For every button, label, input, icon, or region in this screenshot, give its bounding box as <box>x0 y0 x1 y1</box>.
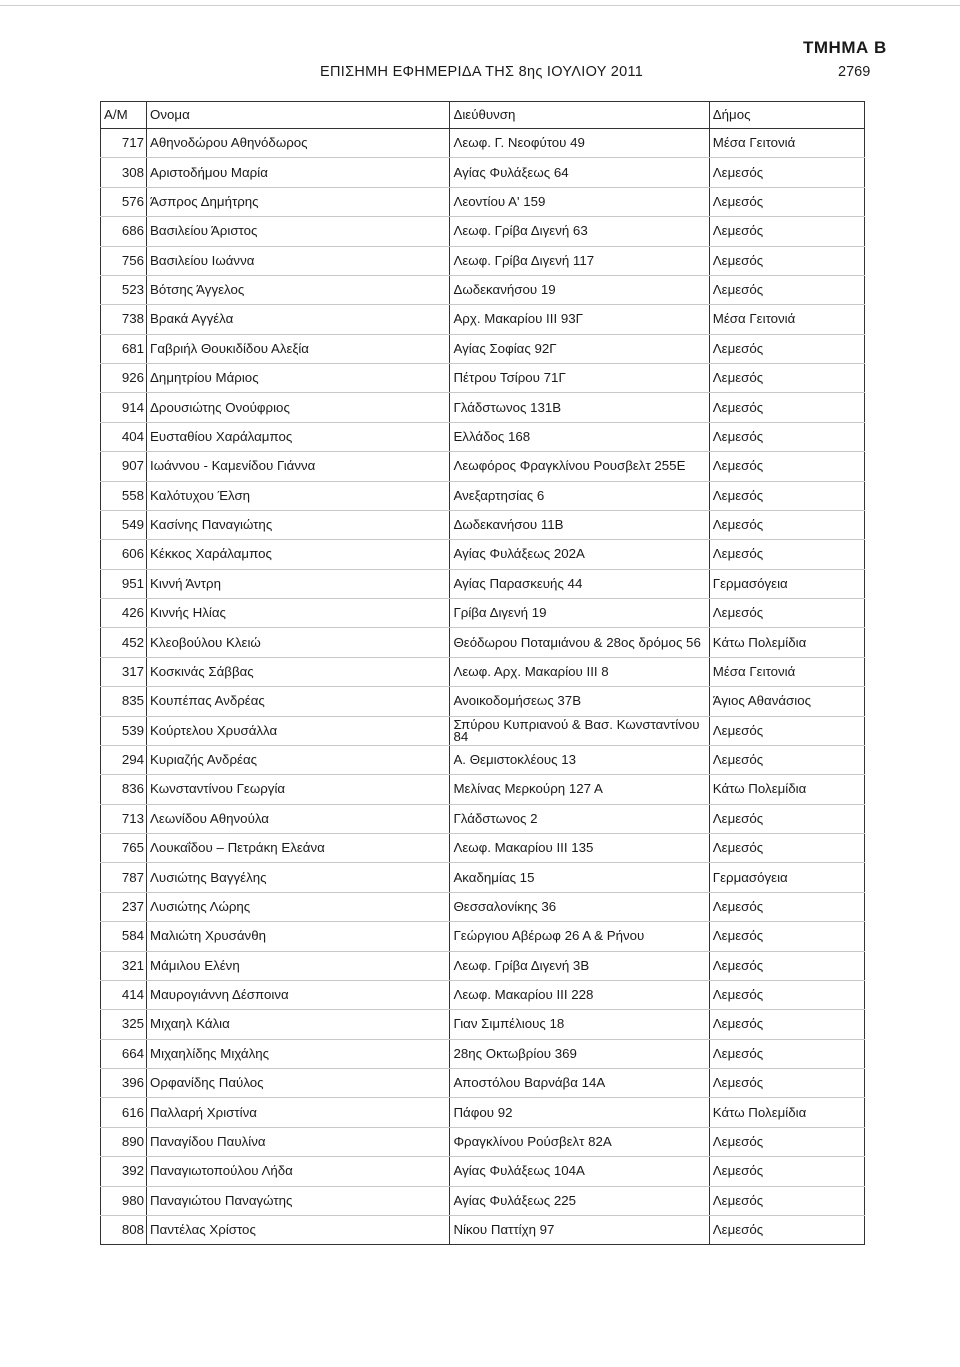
cell-address: Λεωφ. Γρίβα Διγενή 117 <box>450 246 709 275</box>
cell-id: 606 <box>101 540 147 569</box>
table-row <box>101 1098 865 1127</box>
table-row <box>101 657 865 686</box>
table-row <box>101 510 865 539</box>
cell-address: Αποστόλου Βαρνάβα 14Α <box>450 1069 709 1098</box>
cell-address: Γλάδστωνος 2 <box>450 804 709 833</box>
cell-id: 681 <box>101 334 147 363</box>
cell-municipality: Λεμεσός <box>709 1186 864 1215</box>
cell-address: Α. Θεμιστοκλέους 13 <box>450 745 709 774</box>
cell-municipality: Λεμεσός <box>709 422 864 451</box>
cell-municipality: Λεμεσός <box>709 217 864 246</box>
cell-name: Δρουσιώτης Ονούφριος <box>147 393 450 422</box>
top-rule <box>0 5 960 6</box>
cell-name: Κουπέπας Ανδρέας <box>147 687 450 716</box>
cell-id: 576 <box>101 187 147 216</box>
table-row <box>101 980 865 1009</box>
table-row <box>101 1127 865 1156</box>
cell-name: Παναγίδου Παυλίνα <box>147 1127 450 1156</box>
cell-id: 907 <box>101 452 147 481</box>
cell-name: Κωνσταντίνου Γεωργία <box>147 775 450 804</box>
cell-name: Μαυρογιάννη Δέσποινα <box>147 980 450 1009</box>
cell-name: Λουκαΐδου – Πετράκη Ελεάνα <box>147 834 450 863</box>
cell-address: Ανεξαρτησίας 6 <box>450 481 709 510</box>
table-row <box>101 452 865 481</box>
cell-name: Βρακά Αγγέλα <box>147 305 450 334</box>
table-row <box>101 1215 865 1244</box>
cell-address: Μελίνας Μερκούρη 127 Α <box>450 775 709 804</box>
table-row <box>101 1186 865 1215</box>
table-row <box>101 1039 865 1068</box>
cell-name: Λυσιώτης Βαγγέλης <box>147 863 450 892</box>
col-header-address: Διεύθυνση <box>450 102 709 129</box>
table-row <box>101 922 865 951</box>
table-row <box>101 129 865 158</box>
table-row <box>101 334 865 363</box>
cell-id: 664 <box>101 1039 147 1068</box>
cell-id: 414 <box>101 980 147 1009</box>
page-number: 2769 <box>838 64 871 80</box>
cell-address: Λεωφ. Γρίβα Διγενή 63 <box>450 217 709 246</box>
section-label: ΤΜΗΜΑ Β <box>803 38 887 57</box>
cell-municipality: Λεμεσός <box>709 922 864 951</box>
records-table <box>100 101 865 1245</box>
cell-name: Βασιλείου Άριστος <box>147 217 450 246</box>
table-row <box>101 275 865 304</box>
table-row <box>101 246 865 275</box>
cell-id: 713 <box>101 804 147 833</box>
cell-address: Λεωφόρος Φραγκλίνου Ρουσβελτ 255Ε <box>450 452 709 481</box>
cell-municipality: Λεμεσός <box>709 187 864 216</box>
cell-address: Γλάδστωνος 131Β <box>450 393 709 422</box>
gazette-title: ΕΠΙΣΗΜΗ ΕΦΗΜΕΡΙΔΑ ΤΗΣ 8ης ΙΟΥΛΙΟΥ 2011 <box>320 64 644 80</box>
cell-id: 317 <box>101 657 147 686</box>
cell-id: 584 <box>101 922 147 951</box>
cell-address: Νίκου Παττίχη 97 <box>450 1215 709 1244</box>
cell-id: 404 <box>101 422 147 451</box>
table-row <box>101 364 865 393</box>
table-row <box>101 1010 865 1039</box>
cell-name: Βασιλείου Ιωάννα <box>147 246 450 275</box>
cell-id: 558 <box>101 481 147 510</box>
cell-address: Αγίας Παρασκευής 44 <box>450 569 709 598</box>
cell-id: 890 <box>101 1127 147 1156</box>
cell-municipality: Λεμεσός <box>709 1010 864 1039</box>
cell-id: 717 <box>101 129 147 158</box>
cell-municipality: Λεμεσός <box>709 364 864 393</box>
cell-municipality: Λεμεσός <box>709 1039 864 1068</box>
table-row <box>101 951 865 980</box>
cell-name: Κιννής Ηλίας <box>147 599 450 628</box>
cell-municipality: Λεμεσός <box>709 745 864 774</box>
cell-id: 396 <box>101 1069 147 1098</box>
cell-name: Μάμιλου Ελένη <box>147 951 450 980</box>
cell-name: Αθηνοδώρου Αθηνόδωρος <box>147 129 450 158</box>
table-row <box>101 187 865 216</box>
table-row <box>101 628 865 657</box>
col-header-id: Α/Μ <box>101 102 147 129</box>
cell-address: Αγίας Σοφίας 92Γ <box>450 334 709 363</box>
cell-name: Λεωνίδου Αθηνούλα <box>147 804 450 833</box>
cell-address: Γεώργιου Αβέρωφ 26 Α & Ρήνου <box>450 922 709 951</box>
cell-id: 926 <box>101 364 147 393</box>
cell-address: Πάφου 92 <box>450 1098 709 1127</box>
cell-name: Άσπρος Δημήτρης <box>147 187 450 216</box>
cell-municipality: Λεμεσός <box>709 481 864 510</box>
cell-address: Λεωφ. Αρχ. Μακαρίου III 8 <box>450 657 709 686</box>
table-row <box>101 422 865 451</box>
cell-address: Αγίας Φυλάξεως 64 <box>450 158 709 187</box>
cell-id: 765 <box>101 834 147 863</box>
cell-name: Γαβριήλ Θουκιδίδου Αλεξία <box>147 334 450 363</box>
cell-municipality: Λεμεσός <box>709 510 864 539</box>
cell-municipality: Λεμεσός <box>709 599 864 628</box>
cell-name: Κλεοβούλου Κλειώ <box>147 628 450 657</box>
cell-municipality: Λεμεσός <box>709 1069 864 1098</box>
cell-name: Παντέλας Χρίστος <box>147 1215 450 1244</box>
cell-municipality: Γερμασόγεια <box>709 863 864 892</box>
table-header-row <box>101 102 865 129</box>
cell-address: Αρχ. Μακαρίου III 93Γ <box>450 305 709 334</box>
cell-id: 951 <box>101 569 147 598</box>
cell-id: 787 <box>101 863 147 892</box>
cell-address: Ακαδημίας 15 <box>450 863 709 892</box>
table-row <box>101 775 865 804</box>
cell-municipality: Μέσα Γειτονιά <box>709 129 864 158</box>
cell-municipality: Λεμεσός <box>709 540 864 569</box>
table-row <box>101 481 865 510</box>
cell-municipality: Κάτω Πολεμίδια <box>709 775 864 804</box>
table-row <box>101 716 865 745</box>
cell-name: Αριστοδήμου Μαρία <box>147 158 450 187</box>
table-row <box>101 599 865 628</box>
cell-address: Αγίας Φυλάξεως 104Α <box>450 1157 709 1186</box>
cell-municipality: Λεμεσός <box>709 246 864 275</box>
cell-municipality: Άγιος Αθανάσιος <box>709 687 864 716</box>
cell-municipality: Λεμεσός <box>709 1127 864 1156</box>
cell-id: 686 <box>101 217 147 246</box>
cell-id: 523 <box>101 275 147 304</box>
table-row <box>101 1157 865 1186</box>
table-row <box>101 569 865 598</box>
cell-name: Κοσκινάς Σάββας <box>147 657 450 686</box>
cell-address: Αγίας Φυλάξεως 225 <box>450 1186 709 1215</box>
cell-name: Ευσταθίου Χαράλαμπος <box>147 422 450 451</box>
table-row <box>101 158 865 187</box>
cell-address: 28ης Οκτωβρίου 369 <box>450 1039 709 1068</box>
cell-id: 308 <box>101 158 147 187</box>
cell-address: Θεόδωρου Ποταμιάνου & 28ος δρόμος 56 <box>450 628 709 657</box>
cell-municipality: Λεμεσός <box>709 1157 864 1186</box>
cell-name: Κέκκος Χαράλαμπος <box>147 540 450 569</box>
cell-address: Πέτρου Τσίρου 71Γ <box>450 364 709 393</box>
cell-name: Κούρτελου Χρυσάλλα <box>147 716 450 745</box>
table-row <box>101 1069 865 1098</box>
cell-address: Λεωφ. Μακαρίου III 228 <box>450 980 709 1009</box>
cell-municipality: Λεμεσός <box>709 834 864 863</box>
cell-name: Καλότυχου Έλση <box>147 481 450 510</box>
cell-id: 237 <box>101 892 147 921</box>
cell-id: 914 <box>101 393 147 422</box>
cell-name: Ορφανίδης Παύλος <box>147 1069 450 1098</box>
table-row <box>101 305 865 334</box>
cell-id: 539 <box>101 716 147 745</box>
cell-name: Παλλαρή Χριστίνα <box>147 1098 450 1127</box>
cell-id: 426 <box>101 599 147 628</box>
cell-id: 325 <box>101 1010 147 1039</box>
cell-municipality: Λεμεσός <box>709 275 864 304</box>
table-row <box>101 834 865 863</box>
cell-id: 616 <box>101 1098 147 1127</box>
col-header-name: Ονομα <box>147 102 450 129</box>
cell-municipality: Μέσα Γειτονιά <box>709 305 864 334</box>
table-row <box>101 217 865 246</box>
cell-address: Φραγκλίνου Ρούσβελτ 82Α <box>450 1127 709 1156</box>
table-row <box>101 804 865 833</box>
cell-municipality: Λεμεσός <box>709 951 864 980</box>
cell-address: Δωδεκανήσου 19 <box>450 275 709 304</box>
cell-name: Μιχαηλ Κάλια <box>147 1010 450 1039</box>
cell-name: Ιωάννου - Καμενίδου Γιάννα <box>147 452 450 481</box>
cell-id: 738 <box>101 305 147 334</box>
cell-municipality: Λεμεσός <box>709 804 864 833</box>
cell-municipality: Γερμασόγεια <box>709 569 864 598</box>
cell-municipality: Λεμεσός <box>709 393 864 422</box>
cell-municipality: Λεμεσός <box>709 980 864 1009</box>
table-row <box>101 393 865 422</box>
cell-id: 980 <box>101 1186 147 1215</box>
cell-municipality: Λεμεσός <box>709 892 864 921</box>
cell-address: Αγίας Φυλάξεως 202Α <box>450 540 709 569</box>
cell-name: Κιννή Άντρη <box>147 569 450 598</box>
cell-municipality: Λεμεσός <box>709 158 864 187</box>
cell-name: Δημητρίου Μάριος <box>147 364 450 393</box>
cell-address: Θεσσαλονίκης 36 <box>450 892 709 921</box>
cell-municipality: Κάτω Πολεμίδια <box>709 1098 864 1127</box>
col-header-municipality: Δήμος <box>709 102 864 129</box>
cell-address: Γιαν Σιμπέλιους 18 <box>450 1010 709 1039</box>
cell-name: Μιχαηλίδης Μιχάλης <box>147 1039 450 1068</box>
cell-name: Μαλιώτη Χρυσάνθη <box>147 922 450 951</box>
cell-address: Λεωφ. Γρίβα Διγενή 3Β <box>450 951 709 980</box>
cell-address: Ελλάδος 168 <box>450 422 709 451</box>
table-row <box>101 745 865 774</box>
cell-id: 452 <box>101 628 147 657</box>
cell-municipality: Λεμεσός <box>709 452 864 481</box>
cell-name: Λυσιώτης Λώρης <box>147 892 450 921</box>
table-row <box>101 892 865 921</box>
table-row <box>101 687 865 716</box>
cell-id: 835 <box>101 687 147 716</box>
cell-id: 392 <box>101 1157 147 1186</box>
cell-name: Κυριαζής Ανδρέας <box>147 745 450 774</box>
cell-id: 756 <box>101 246 147 275</box>
cell-municipality: Λεμεσός <box>709 716 864 745</box>
cell-id: 808 <box>101 1215 147 1244</box>
cell-address: Λεωφ. Μακαρίου III 135 <box>450 834 709 863</box>
cell-name: Παναγιώτου Παναγώτης <box>147 1186 450 1215</box>
cell-id: 321 <box>101 951 147 980</box>
cell-id: 294 <box>101 745 147 774</box>
cell-municipality: Λεμεσός <box>709 1215 864 1244</box>
cell-municipality: Μέσα Γειτονιά <box>709 657 864 686</box>
cell-name: Κασίνης Παναγιώτης <box>147 510 450 539</box>
cell-address: Ανοικοδομήσεως 37Β <box>450 687 709 716</box>
cell-address: Δωδεκανήσου 11Β <box>450 510 709 539</box>
cell-address: Λεοντίου Α' 159 <box>450 187 709 216</box>
cell-name: Βότσης Άγγελος <box>147 275 450 304</box>
cell-municipality: Λεμεσός <box>709 334 864 363</box>
table-row <box>101 863 865 892</box>
table-row <box>101 540 865 569</box>
cell-address: Γρίβα Διγενή 19 <box>450 599 709 628</box>
cell-address: Λεωφ. Γ. Νεοφύτου 49 <box>450 129 709 158</box>
cell-id: 549 <box>101 510 147 539</box>
cell-id: 836 <box>101 775 147 804</box>
cell-address: Σπύρου Κυπριανού & Βασ. Κωνσταντίνου 84 <box>450 716 709 745</box>
cell-name: Παναγιωτοπούλου Λήδα <box>147 1157 450 1186</box>
cell-municipality: Κάτω Πολεμίδια <box>709 628 864 657</box>
